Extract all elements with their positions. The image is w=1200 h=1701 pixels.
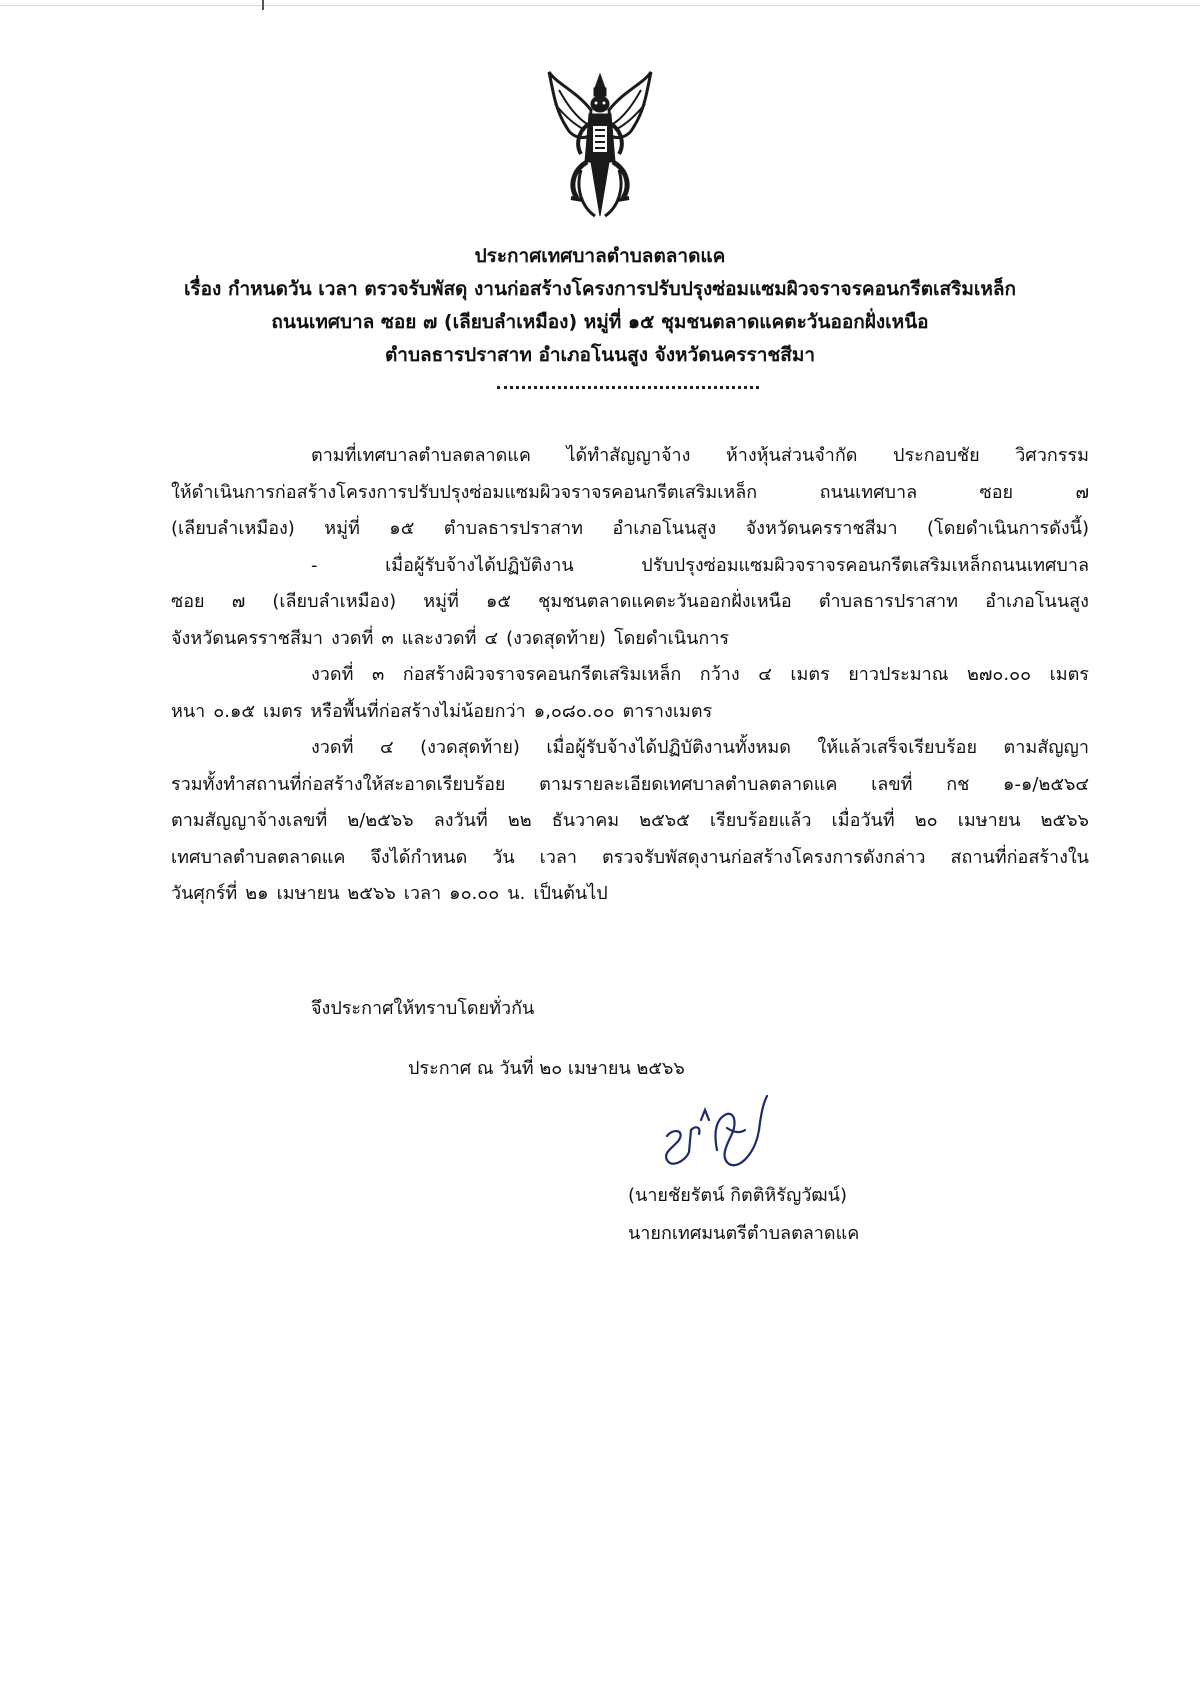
dotted-divider	[497, 386, 759, 389]
garuda-emblem-icon	[545, 70, 655, 220]
body-word: ตามสัญญา	[1003, 737, 1089, 758]
signatory-title: นายกเทศมนตรีตำบลตลาดแค	[628, 1223, 860, 1244]
body-word: (งวดสุดท้าย)	[506, 627, 606, 649]
body-line	[171, 438, 1089, 475]
body-word: เทศบาลตำบลตลาดแค	[171, 846, 346, 868]
subject-line: เรื่อง กำหนดวัน เวลา ตรวจรับพัสดุ งานก่อสร้างโครงการปรับปรุงซ่อมแซมผิวจราจรคอนกรีตเสริมเหล็ก	[183, 278, 1017, 300]
body-word: เวลา	[539, 846, 578, 868]
announce-date: ประกาศ ณ วันที่ ๒๐ เมษายน ๒๕๖๖	[408, 1058, 685, 1079]
body-line	[171, 803, 1089, 840]
body-word: ๒/๒๕๖๖	[347, 810, 414, 831]
body-word: วัน	[492, 846, 515, 868]
body-word: ได้ทำสัญญาจ้าง	[566, 445, 691, 466]
body-word: จึงได้กำหนด	[370, 846, 468, 868]
scan-mark	[262, 0, 264, 10]
body-word: ก่อสร้างผิวจราจรคอนกรีตเสริมเหล็ก	[402, 664, 682, 685]
body-word: เมื่อผู้รับจ้างได้ปฏิบัติงานทั้งหมด	[546, 737, 791, 758]
body-line	[171, 767, 1089, 804]
body-word: เวลา	[403, 883, 442, 904]
body-word: ๐.๑๕	[213, 700, 256, 722]
body-word: ๒๒	[507, 810, 532, 831]
body-word: ๑-๑/๒๕๖๔	[1003, 773, 1089, 795]
body-word: ๑๕	[486, 591, 512, 612]
body-word: จังหวัดนครราชสีมา	[171, 627, 323, 649]
body-word: ธันวาคม	[551, 810, 620, 831]
body-word: ให้ดำเนินการก่อสร้างโครงการปรับปรุงซ่อมแซมผิวจราจรคอนกรีตเสริมเหล็ก	[171, 481, 758, 503]
body-word: ปรับปรุงซ่อมแซมผิวจราจรคอนกรีตเสริมเหล็กถนนเทศบาล	[641, 554, 1089, 576]
body-word: ประกอบชัย	[893, 445, 980, 466]
subject-line: ตำบลธารปราสาท อำเภอโนนสูง จังหวัดนครราชสีมา	[384, 344, 816, 366]
body-word: เรียบร้อยแล้ว	[709, 810, 812, 831]
closing-statement: จึงประกาศให้ทราบโดยทั่วกัน	[311, 998, 535, 1019]
body-word: (โดยดำเนินการดังนี้)	[927, 518, 1089, 539]
body-word: ๔	[758, 664, 772, 685]
body-word: ๒๕๖๖	[1040, 810, 1089, 831]
subject-line: ถนนเทศบาล ซอย ๗ (เลียบลำเหมือง) หมู่ที่ ๑๕ ชุมชนตลาดแคตะวันออกฝั่งเหนือ	[271, 311, 929, 333]
body-word: ๒๐	[914, 810, 938, 831]
body-word: รวมทั้งทำสถานที่ก่อสร้างให้สะอาดเรียบร้อย	[171, 773, 506, 795]
body-word: กช	[946, 773, 970, 795]
signatory-name: (นายชัยรัตน์ กิตติหิรัญวัฒน์)	[628, 1185, 847, 1206]
body-word: ๒๕๖๖	[347, 883, 396, 904]
body-word: วิศวกรรม	[1015, 445, 1089, 466]
body-word: และงวดที่	[401, 627, 477, 649]
body-word: งวดที่	[311, 737, 354, 758]
body-word: หมู่ที่	[324, 518, 360, 539]
body-line	[171, 511, 1089, 548]
body-word: เลขที่	[871, 773, 913, 795]
body-word: (งวดสุดท้าย)	[420, 737, 520, 758]
body-word: จังหวัดนครราชสีมา	[745, 518, 898, 539]
body-word: (เลียบลำเหมือง)	[272, 591, 397, 612]
body-word: ตรวจรับพัสดุงานก่อสร้างโครงการดังกล่าว	[601, 846, 926, 868]
body-line	[171, 584, 1089, 621]
body-word: หรือพื้นที่ก่อสร้างไม่น้อยกว่า	[310, 700, 526, 722]
body-line	[171, 730, 1089, 767]
body-line	[171, 694, 1089, 731]
announcement-title: ประกาศเทศบาลตำบลตลาดแค	[474, 245, 726, 267]
body-word: ตามสัญญาจ้างเลขที่	[171, 810, 328, 831]
body-line	[171, 548, 1089, 585]
body-word: โดยดำเนินการ	[613, 627, 730, 649]
body-word: กว้าง	[699, 664, 740, 685]
body-word: งวดที่	[311, 664, 354, 685]
body-word: ๔	[379, 737, 394, 758]
body-word: อำเภอโนนสูง	[612, 518, 717, 539]
body-word: งวดที่	[330, 627, 374, 649]
announcement-body	[171, 438, 1089, 913]
body-line	[171, 876, 1089, 913]
body-word: ซอย	[171, 591, 205, 612]
body-word: เมตร	[263, 700, 303, 722]
body-word: เมตร	[790, 664, 830, 685]
body-word: ๔	[484, 627, 499, 649]
body-word: ๗	[231, 591, 246, 612]
body-word: ๒๗๐.๐๐	[966, 664, 1032, 685]
body-line	[171, 657, 1089, 694]
body-word: ๓	[371, 664, 385, 685]
body-line	[171, 475, 1089, 512]
body-word: น.	[507, 883, 526, 904]
body-line	[171, 840, 1089, 877]
body-line	[171, 621, 1089, 658]
body-word: ตามที่เทศบาลตำบลตลาดแค	[311, 445, 531, 466]
body-word: ๑,๐๘๐.๐๐	[533, 700, 615, 722]
body-word: ตำบลธารปราสาท	[818, 591, 958, 612]
body-word: ๓	[381, 627, 394, 649]
body-word: หนา	[171, 700, 206, 722]
body-word: ซอย	[979, 481, 1014, 503]
body-word: เมษายน	[276, 883, 340, 904]
body-word: ห้างหุ้นส่วนจำกัด	[725, 445, 858, 466]
body-word: ตามรายละเอียดเทศบาลตำบลตลาดแค	[539, 773, 838, 795]
scan-edge	[0, 5, 1200, 6]
body-word: ๒๑	[245, 883, 269, 904]
body-word: อำเภอโนนสูง	[985, 591, 1089, 612]
body-word: ชุมชนตลาดแคตะวันออกฝั่งเหนือ	[538, 591, 792, 612]
body-word: ตารางเมตร	[622, 700, 713, 722]
body-word: ๑๕	[389, 518, 415, 539]
body-word: สถานที่ก่อสร้างใน	[950, 846, 1089, 868]
body-word: ๑๐.๐๐	[449, 883, 500, 904]
body-word: ลงวันที่	[433, 810, 488, 831]
body-word: เมื่อผู้รับจ้างได้ปฏิบัติงาน	[385, 554, 574, 576]
body-word: ถนนเทศบาล	[819, 481, 918, 503]
body-word: ตำบลธารปราสาท	[443, 518, 583, 539]
body-word: (เลียบลำเหมือง)	[171, 518, 295, 539]
body-word: ๒๕๖๕	[639, 810, 690, 831]
body-word: หมู่ที่	[423, 591, 459, 612]
body-word: ให้แล้วเสร็จเรียบร้อย	[817, 737, 978, 758]
body-word: วันศุกร์ที่	[171, 883, 238, 904]
body-word: ยาวประมาณ	[848, 664, 949, 685]
body-word: เมษายน	[957, 810, 1021, 831]
body-word: เมตร	[1049, 664, 1089, 685]
body-word: ๗	[1075, 481, 1089, 503]
body-word: เมื่อวันที่	[831, 810, 895, 831]
handwritten-signature	[655, 1090, 795, 1180]
announcement-heading	[0, 240, 1200, 372]
body-word: เป็นต้นไป	[533, 883, 608, 904]
body-word: -	[311, 554, 318, 576]
